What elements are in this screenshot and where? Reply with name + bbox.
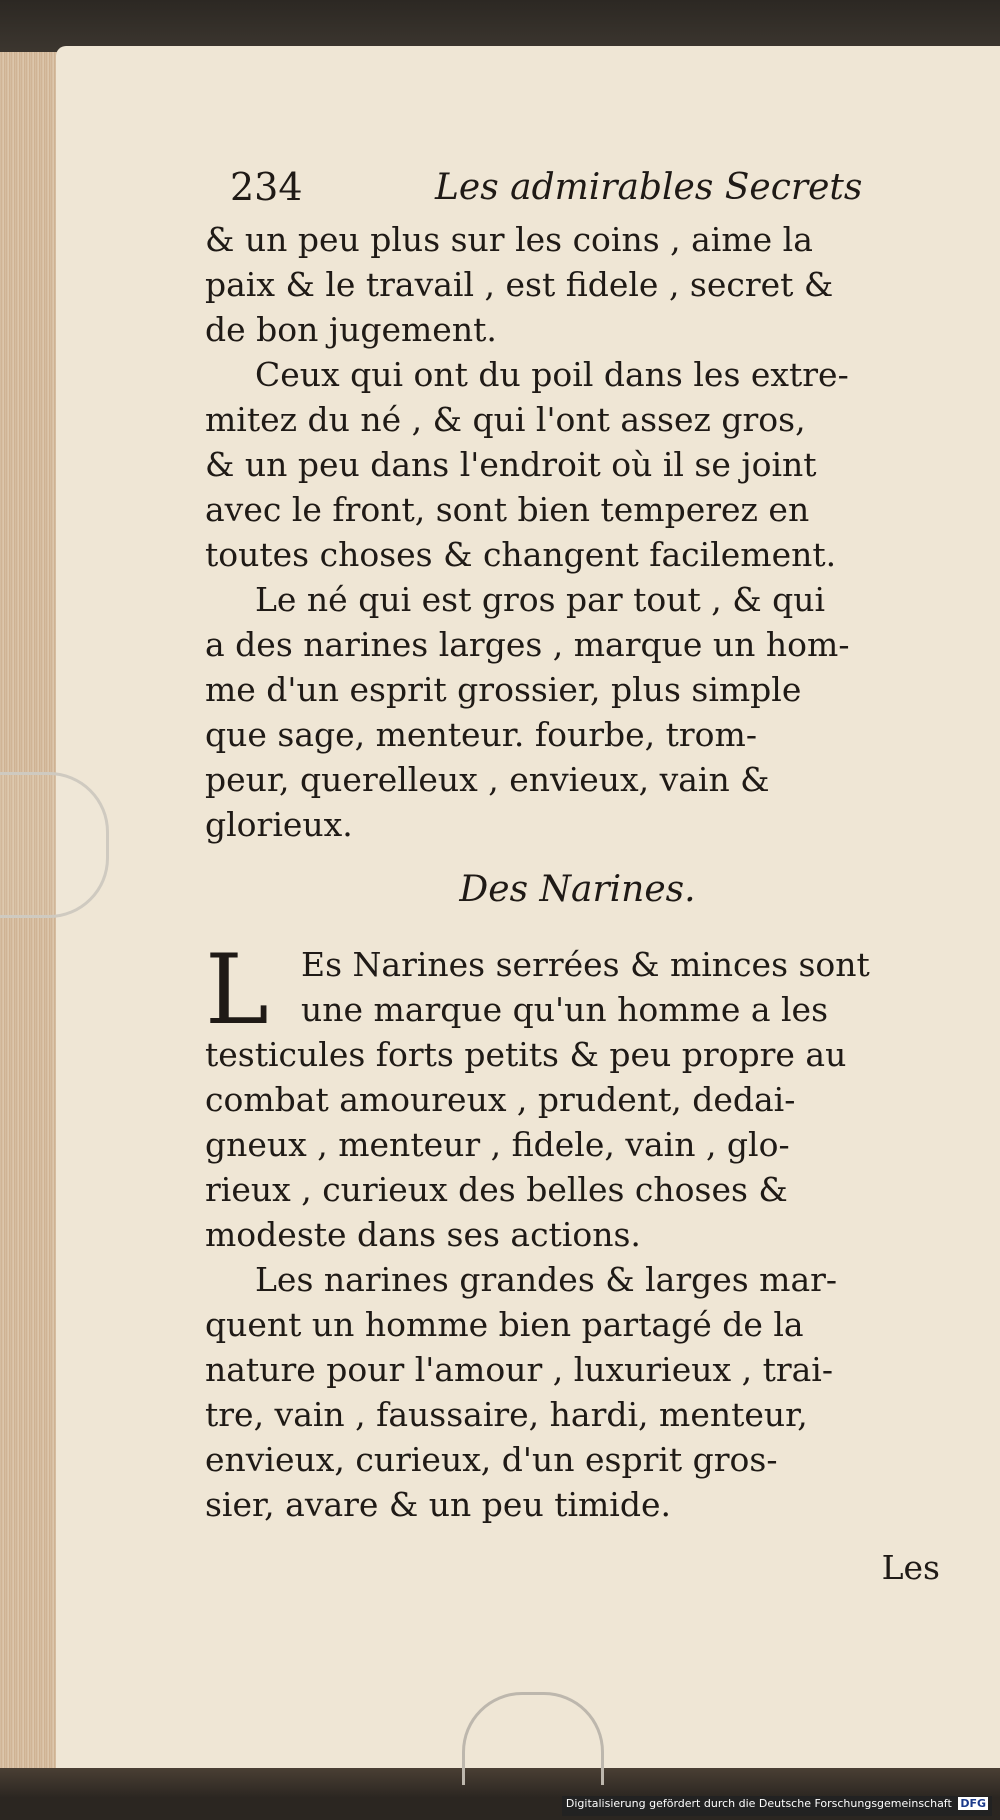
text-line: Le né qui est gros par tout , & qui <box>255 580 826 619</box>
text-line: sier, avare & un peu timide. <box>205 1485 671 1524</box>
text-line: gneux , menteur , fidele, vain , glo- <box>205 1125 790 1164</box>
text-line: Ceux qui ont du poil dans les extre- <box>255 355 849 394</box>
page-text <box>205 165 950 1590</box>
page-clip-bottom <box>462 1692 604 1785</box>
text-line: me d'un esprit grossier, plus simple <box>205 670 802 709</box>
paragraph-5 <box>205 1257 950 1527</box>
text-line: peur, querelleux , envieux, vain & <box>205 760 770 799</box>
digitization-credit <box>562 1796 992 1816</box>
text-line: nature pour l'amour , luxurieux , trai- <box>205 1350 833 1389</box>
text-line: paix & le travail , est fidele , secret & <box>205 265 834 304</box>
section-heading: Des Narines. <box>459 869 696 910</box>
running-title: Les admirables Secrets <box>435 167 863 208</box>
text-line: glorieux. <box>205 805 353 844</box>
dfg-logo: DFG <box>960 1797 986 1810</box>
text-line: que sage, menteur. fourbe, trom- <box>205 715 757 754</box>
text-line: Les narines grandes & larges mar- <box>255 1260 838 1299</box>
text-line: & un peu plus sur les coins , aime la <box>205 220 813 259</box>
credit-text: Digitalisierung gefördert durch die Deutsche Forschungsgemeinschaft <box>565 1797 952 1810</box>
text-line: une marque qu'un homme a les <box>301 990 829 1029</box>
text-line: rieux , curieux des belles choses & <box>205 1170 788 1209</box>
text-line: combat amoureux , prudent, dedai- <box>205 1080 796 1119</box>
text-line: toutes choses & changent facilement. <box>205 535 837 574</box>
text-line: testicules forts petits & peu propre au <box>205 1035 847 1074</box>
text-line: envieux, curieux, d'un esprit gros- <box>205 1440 778 1479</box>
text-line: avec le front, sont bien temperez en <box>205 490 810 529</box>
text-line: & un peu dans l'endroit où il se joint <box>205 445 817 484</box>
text-line: Es Narines serrées & minces sont <box>301 945 870 984</box>
paragraph-3 <box>205 577 950 847</box>
text-line: mitez du né , & qui l'ont assez gros, <box>205 400 806 439</box>
text-line: modeste dans ses actions. <box>205 1215 641 1254</box>
paragraph-4 <box>205 934 950 1257</box>
drop-cap: L <box>205 934 269 1046</box>
text-line: tre, vain , faussaire, hardi, menteur, <box>205 1395 808 1434</box>
running-header <box>205 165 950 217</box>
text-line: quent un homme bien partagé de la <box>205 1305 804 1344</box>
paragraph-1 <box>205 217 950 352</box>
text-line: a des narines larges , marque un hom- <box>205 625 850 664</box>
paragraph-2 <box>205 352 950 577</box>
page-clip-left <box>0 772 109 918</box>
page-number: 234 <box>230 165 303 209</box>
text-line: de bon jugement. <box>205 310 497 349</box>
catchword: Les <box>881 1548 940 1587</box>
